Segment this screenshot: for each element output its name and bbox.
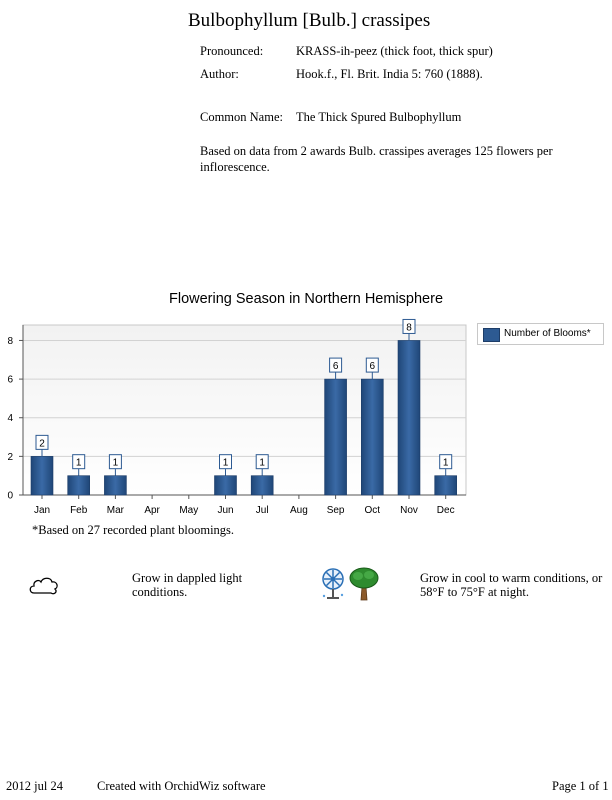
x-tick-label: Jan <box>33 505 51 516</box>
data-label: 1 <box>222 457 229 469</box>
data-label: 1 <box>75 457 82 469</box>
bar <box>215 476 237 495</box>
bar <box>68 476 90 495</box>
x-tick-label: Feb <box>70 505 88 516</box>
cloud-icon <box>27 573 61 597</box>
data-label: 6 <box>369 361 376 373</box>
footer-credit: Created with OrchidWiz software <box>97 779 266 793</box>
description-text: Based on data from 2 awards Bulb. crassipes averages 125 flowers per inflorescence. <box>200 144 553 174</box>
x-tick-label: Jul <box>255 505 269 516</box>
data-label: 2 <box>39 438 45 450</box>
bar <box>251 476 273 495</box>
page-title: Bulbophyllum [Bulb.] crassipes <box>188 10 431 31</box>
x-tick-label: Mar <box>106 505 125 516</box>
x-tick-label: Apr <box>144 505 160 516</box>
bar <box>435 476 457 495</box>
x-tick-label: Jun <box>217 505 234 516</box>
pronounced-value: KRASS-ih-peez (thick foot, thick spur) <box>296 44 493 58</box>
tree-icon <box>348 567 380 601</box>
common-name-value: The Thick Spured Bulbophyllum <box>296 110 462 124</box>
data-label: 8 <box>406 322 412 334</box>
x-tick-label: Oct <box>364 505 381 516</box>
chart-footnote: *Based on 27 recorded plant bloomings. <box>32 523 235 537</box>
x-tick-label: Nov <box>400 505 418 516</box>
chart-legend <box>477 323 604 345</box>
common-name-label: Common Name: <box>200 110 283 124</box>
pronounced-label: Pronounced: <box>200 44 264 58</box>
y-tick-label: 2 <box>7 451 13 463</box>
bar <box>104 476 126 495</box>
bar <box>325 379 347 495</box>
x-tick-label: Aug <box>290 505 308 516</box>
y-tick-label: 8 <box>7 335 13 347</box>
bar <box>398 340 420 495</box>
chart-title: Flowering Season in Northern Hemisphere <box>168 291 444 307</box>
temperature-condition-text: Grow in cool to warm conditions, or 58°F to 75°F at night. <box>420 571 603 599</box>
x-tick-label: Sep <box>326 505 345 516</box>
y-tick-label: 6 <box>7 374 13 386</box>
y-tick-label: 4 <box>7 413 13 425</box>
bar <box>31 456 53 495</box>
data-label: 1 <box>442 457 449 469</box>
author-value: Hook.f., Fl. Brit. India 5: 760 (1888). <box>296 67 483 81</box>
x-tick-label: May <box>179 505 199 516</box>
footer-page: Page 1 of 1 <box>552 779 609 793</box>
author-label: Author: <box>200 67 239 81</box>
bar <box>361 379 383 495</box>
data-label: 1 <box>259 457 265 469</box>
legend-label: Number of Blooms* <box>504 328 591 339</box>
light-condition-text: Grow in dappled light conditions. <box>132 571 243 599</box>
legend-swatch <box>483 328 500 342</box>
y-tick-label: 0 <box>7 490 13 502</box>
x-tick-label: Dec <box>436 505 455 516</box>
footer-date: 2012 jul 24 <box>6 779 63 793</box>
fan-icon <box>320 567 346 601</box>
data-label: 6 <box>332 361 339 373</box>
data-label: 1 <box>112 457 119 469</box>
